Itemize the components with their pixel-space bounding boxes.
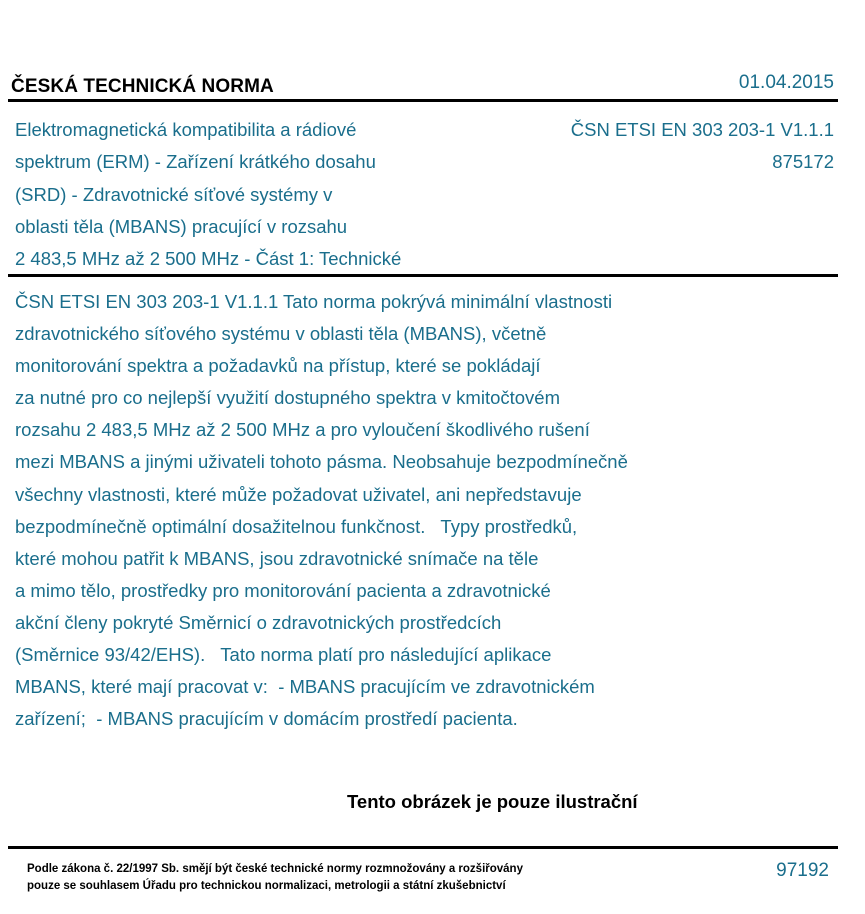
abstract-line: bezpodmínečně optimální dosažitelnou funkčnost. Typy prostředků,: [15, 515, 578, 537]
standard-title-line: oblasti těla (MBANS) pracující v rozsahu: [15, 215, 348, 237]
abstract-line: zařízení; - MBANS pracujícím v domácím prostředí pacienta.: [15, 708, 518, 730]
abstract-line: akční členy pokryté Směrnicí o zdravotnických prostředcích: [15, 611, 502, 633]
legal-notice-line: pouze se souhlasem Úřadu pro technickou normalizaci, metrologii a státní zkušebnictví: [27, 880, 506, 892]
abstract-line: a mimo tělo, prostředky pro monitorování pacienta a zdravotnické: [15, 579, 551, 601]
abstract-line: MBANS, které mají pracovat v: - MBANS pracujícím ve zdravotnickém: [15, 676, 595, 698]
document-heading: ČESKÁ TECHNICKÁ NORMA: [11, 76, 274, 97]
standard-code: ČSN ETSI EN 303 203-1 V1.1.1: [570, 119, 834, 140]
publication-date: 01.04.2015: [738, 72, 834, 93]
legal-notice: [27, 861, 523, 895]
standard-title-line: Elektromagnetická kompatibilita a rádiové: [15, 119, 357, 140]
abstract-line: za nutné pro co nejlepší využití dostupného spektra v kmitočtovém: [15, 387, 561, 409]
footer-number: 97192: [776, 860, 829, 881]
standard-title-line: spektrum (ERM) - Zařízení krátkého dosahu: [15, 151, 376, 173]
abstract-line: mezi MBANS a jinými uživateli tohoto pásma. Neobsahuje bezpodmínečně: [15, 451, 628, 473]
standard-identifier: [571, 114, 834, 179]
header-rule: [8, 99, 838, 102]
abstract-line: monitorování spektra a požadavků na přístup, které se pokládají: [15, 355, 541, 377]
standard-title: [15, 114, 490, 275]
illustration-note: Tento obrázek je pouze ilustrační: [347, 791, 638, 812]
standard-title-line: (SRD) - Zdravotnické síťové systémy v: [15, 183, 333, 205]
abstract-line: (Směrnice 93/42/EHS). Tato norma platí pro následující aplikace: [15, 644, 552, 666]
title-rule: [8, 274, 838, 277]
legal-notice-line: Podle zákona č. 22/1997 Sb. smějí být české technické normy rozmnožovány a rozšiřovány: [27, 863, 523, 875]
footer-rule: [8, 846, 838, 849]
abstract-line: ČSN ETSI EN 303 203-1 V1.1.1 Tato norma pokrývá minimální vlastnosti: [15, 291, 613, 312]
abstract-line: rozsahu 2 483,5 MHz až 2 500 MHz a pro vyloučení škodlivého rušení: [15, 419, 590, 441]
abstract-line: všechny vlastnosti, které může požadovat uživatel, ani nepředstavuje: [15, 483, 582, 505]
abstract-text: [15, 286, 755, 735]
catalog-number: 875172: [772, 151, 834, 173]
standard-title-line: 2 483,5 MHz až 2 500 MHz - Část 1: Technické: [15, 248, 402, 270]
abstract-line: které mohou patřit k MBANS, jsou zdravotnické snímače na těle: [15, 547, 539, 569]
abstract-line: zdravotnického síťového systému v oblasti těla (MBANS), včetně: [15, 323, 547, 345]
